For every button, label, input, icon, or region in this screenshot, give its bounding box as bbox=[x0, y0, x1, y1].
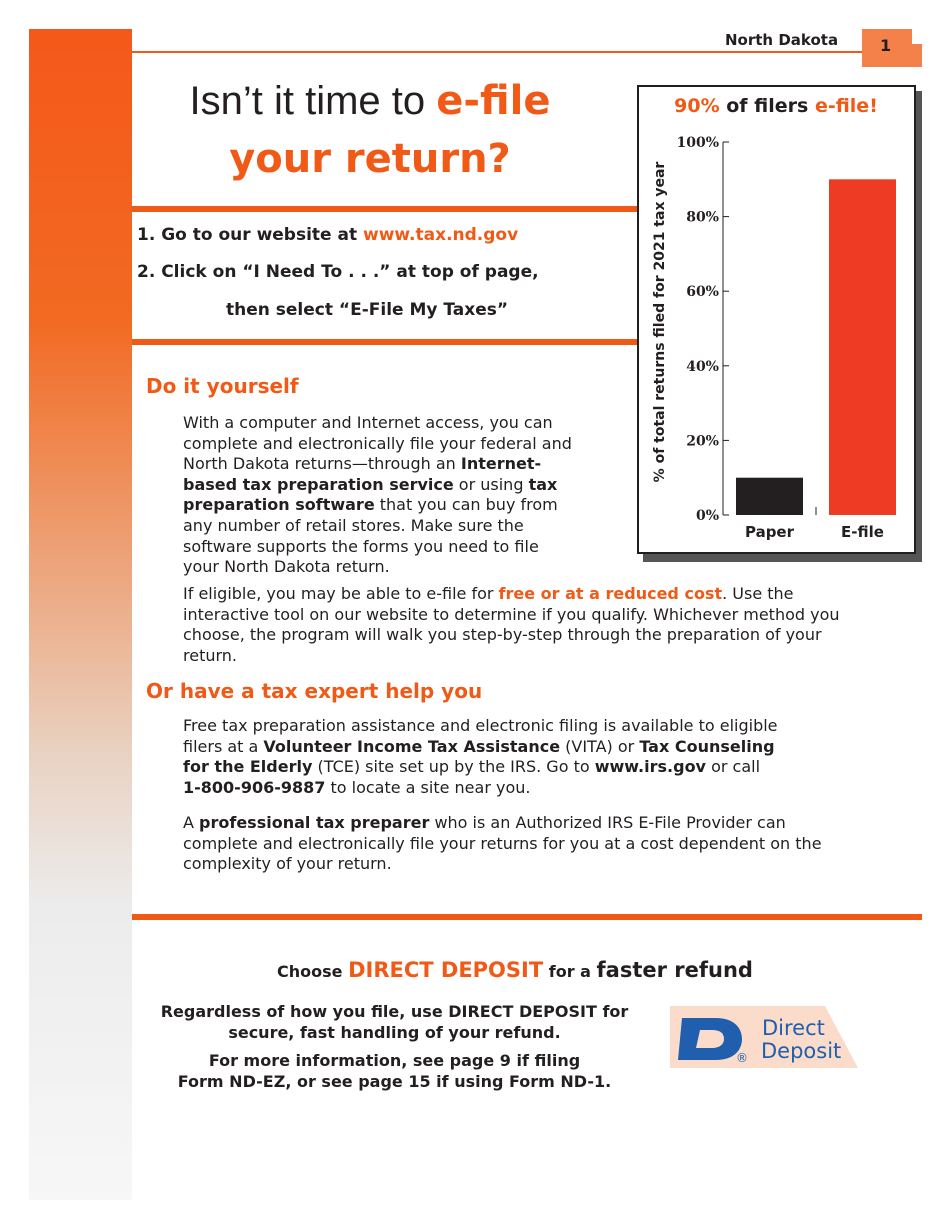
step-2-continued: then select “E-File My Taxes” bbox=[226, 300, 509, 320]
y-tick-label: 80% bbox=[686, 209, 719, 226]
paragraph-vita-tce: Free tax preparation assistance and electronic filing is available to eligible filers at a Volunteer Income Tax Assistance (VITA) or Tax Counseling for the Elderly (TCE) site set up by the IRS. Go to www.irs.gov or call 1-800-906-9887 to locate a site near you. bbox=[183, 716, 778, 797]
paragraph-do-it-yourself: With a computer and Internet access, you can complete and electronically file your federal and North Dakota returns—through an Internet- based tax preparation service or using tax preparation software that you can buy from any number of retail stores. Make sure the software supports the forms you need to file your North Dakota return. bbox=[183, 413, 572, 577]
x-tick-label: Paper bbox=[744, 523, 795, 541]
rule-footer bbox=[132, 914, 922, 920]
more-info-text: For more information, see page 9 if filing Form ND-EZ, or see page 15 if using Form ND-1. bbox=[177, 1051, 612, 1091]
y-tick-label: 20% bbox=[686, 433, 719, 450]
irs-link: www.irs.gov bbox=[594, 757, 706, 777]
y-axis-label: % of total returns filed for 2021 tax year bbox=[652, 161, 668, 483]
page-number: 1 bbox=[880, 36, 892, 55]
paragraph-professional-preparer: A professional tax preparer who is an Authorized IRS E-File Provider can complete and electronically file your returns for you at a cost dependent on the complexity of your return. bbox=[183, 813, 822, 874]
chart-svg bbox=[639, 87, 914, 552]
headline-line2: your return? bbox=[229, 136, 511, 182]
headline-efile: e-file bbox=[436, 78, 551, 124]
headline bbox=[132, 72, 608, 188]
heading-do-it-yourself: Do it yourself bbox=[146, 374, 299, 398]
direct-deposit-logo bbox=[670, 1006, 858, 1068]
rule-steps-top bbox=[132, 206, 642, 212]
direct-deposit-headline: Choose DIRECT DEPOSIT for a faster refund bbox=[277, 958, 753, 982]
y-tick-label: 40% bbox=[686, 358, 719, 375]
direct-deposit-em: DIRECT DEPOSIT bbox=[348, 958, 544, 982]
north-dakota-shape-icon bbox=[912, 44, 922, 67]
heading-tax-expert: Or have a tax expert help you bbox=[146, 679, 483, 703]
svg-text:®: ® bbox=[736, 1051, 748, 1065]
y-tick-label: 0% bbox=[695, 508, 719, 524]
step-2: 2. Click on “I Need To . . .” at top of page, bbox=[137, 262, 539, 282]
rule-steps-bottom bbox=[132, 339, 642, 345]
irs-phone: 1-800-906-9887 bbox=[183, 777, 326, 797]
chart-title: 90% of filers e-file! bbox=[674, 95, 878, 117]
x-tick-label: E-file bbox=[841, 523, 884, 541]
step-1-text: 1. Go to our website at bbox=[137, 225, 364, 245]
state-name: North Dakota bbox=[725, 31, 839, 49]
bar-e-file bbox=[829, 179, 896, 515]
website-link[interactable]: www.tax.nd.gov bbox=[363, 225, 519, 245]
orange-sidebar bbox=[29, 29, 132, 1200]
free-reduced-cost: free or at a reduced cost bbox=[498, 584, 723, 603]
bar-paper bbox=[736, 478, 803, 515]
svg-text:Direct: Direct bbox=[762, 1016, 825, 1040]
step-1 bbox=[137, 225, 518, 245]
top-rule bbox=[132, 51, 922, 53]
regardless-text: Regardless of how you file, use DIRECT DEPOSIT for secure, fast handling of your refund. bbox=[160, 1002, 629, 1042]
y-tick-label: 60% bbox=[686, 284, 719, 301]
paragraph-free-efile: If eligible, you may be able to e-file for free or at a reduced cost. Use the interactive tool on our website to determine if you qualify. Whichever method you choose, the program will walk you step-by-step through the preparation of your return. bbox=[183, 584, 840, 665]
svg-text:Deposit: Deposit bbox=[761, 1039, 842, 1063]
y-tick-label: 100% bbox=[676, 135, 719, 151]
efile-bar-chart bbox=[637, 85, 916, 554]
headline-plain: Isn’t it time to bbox=[189, 79, 437, 123]
